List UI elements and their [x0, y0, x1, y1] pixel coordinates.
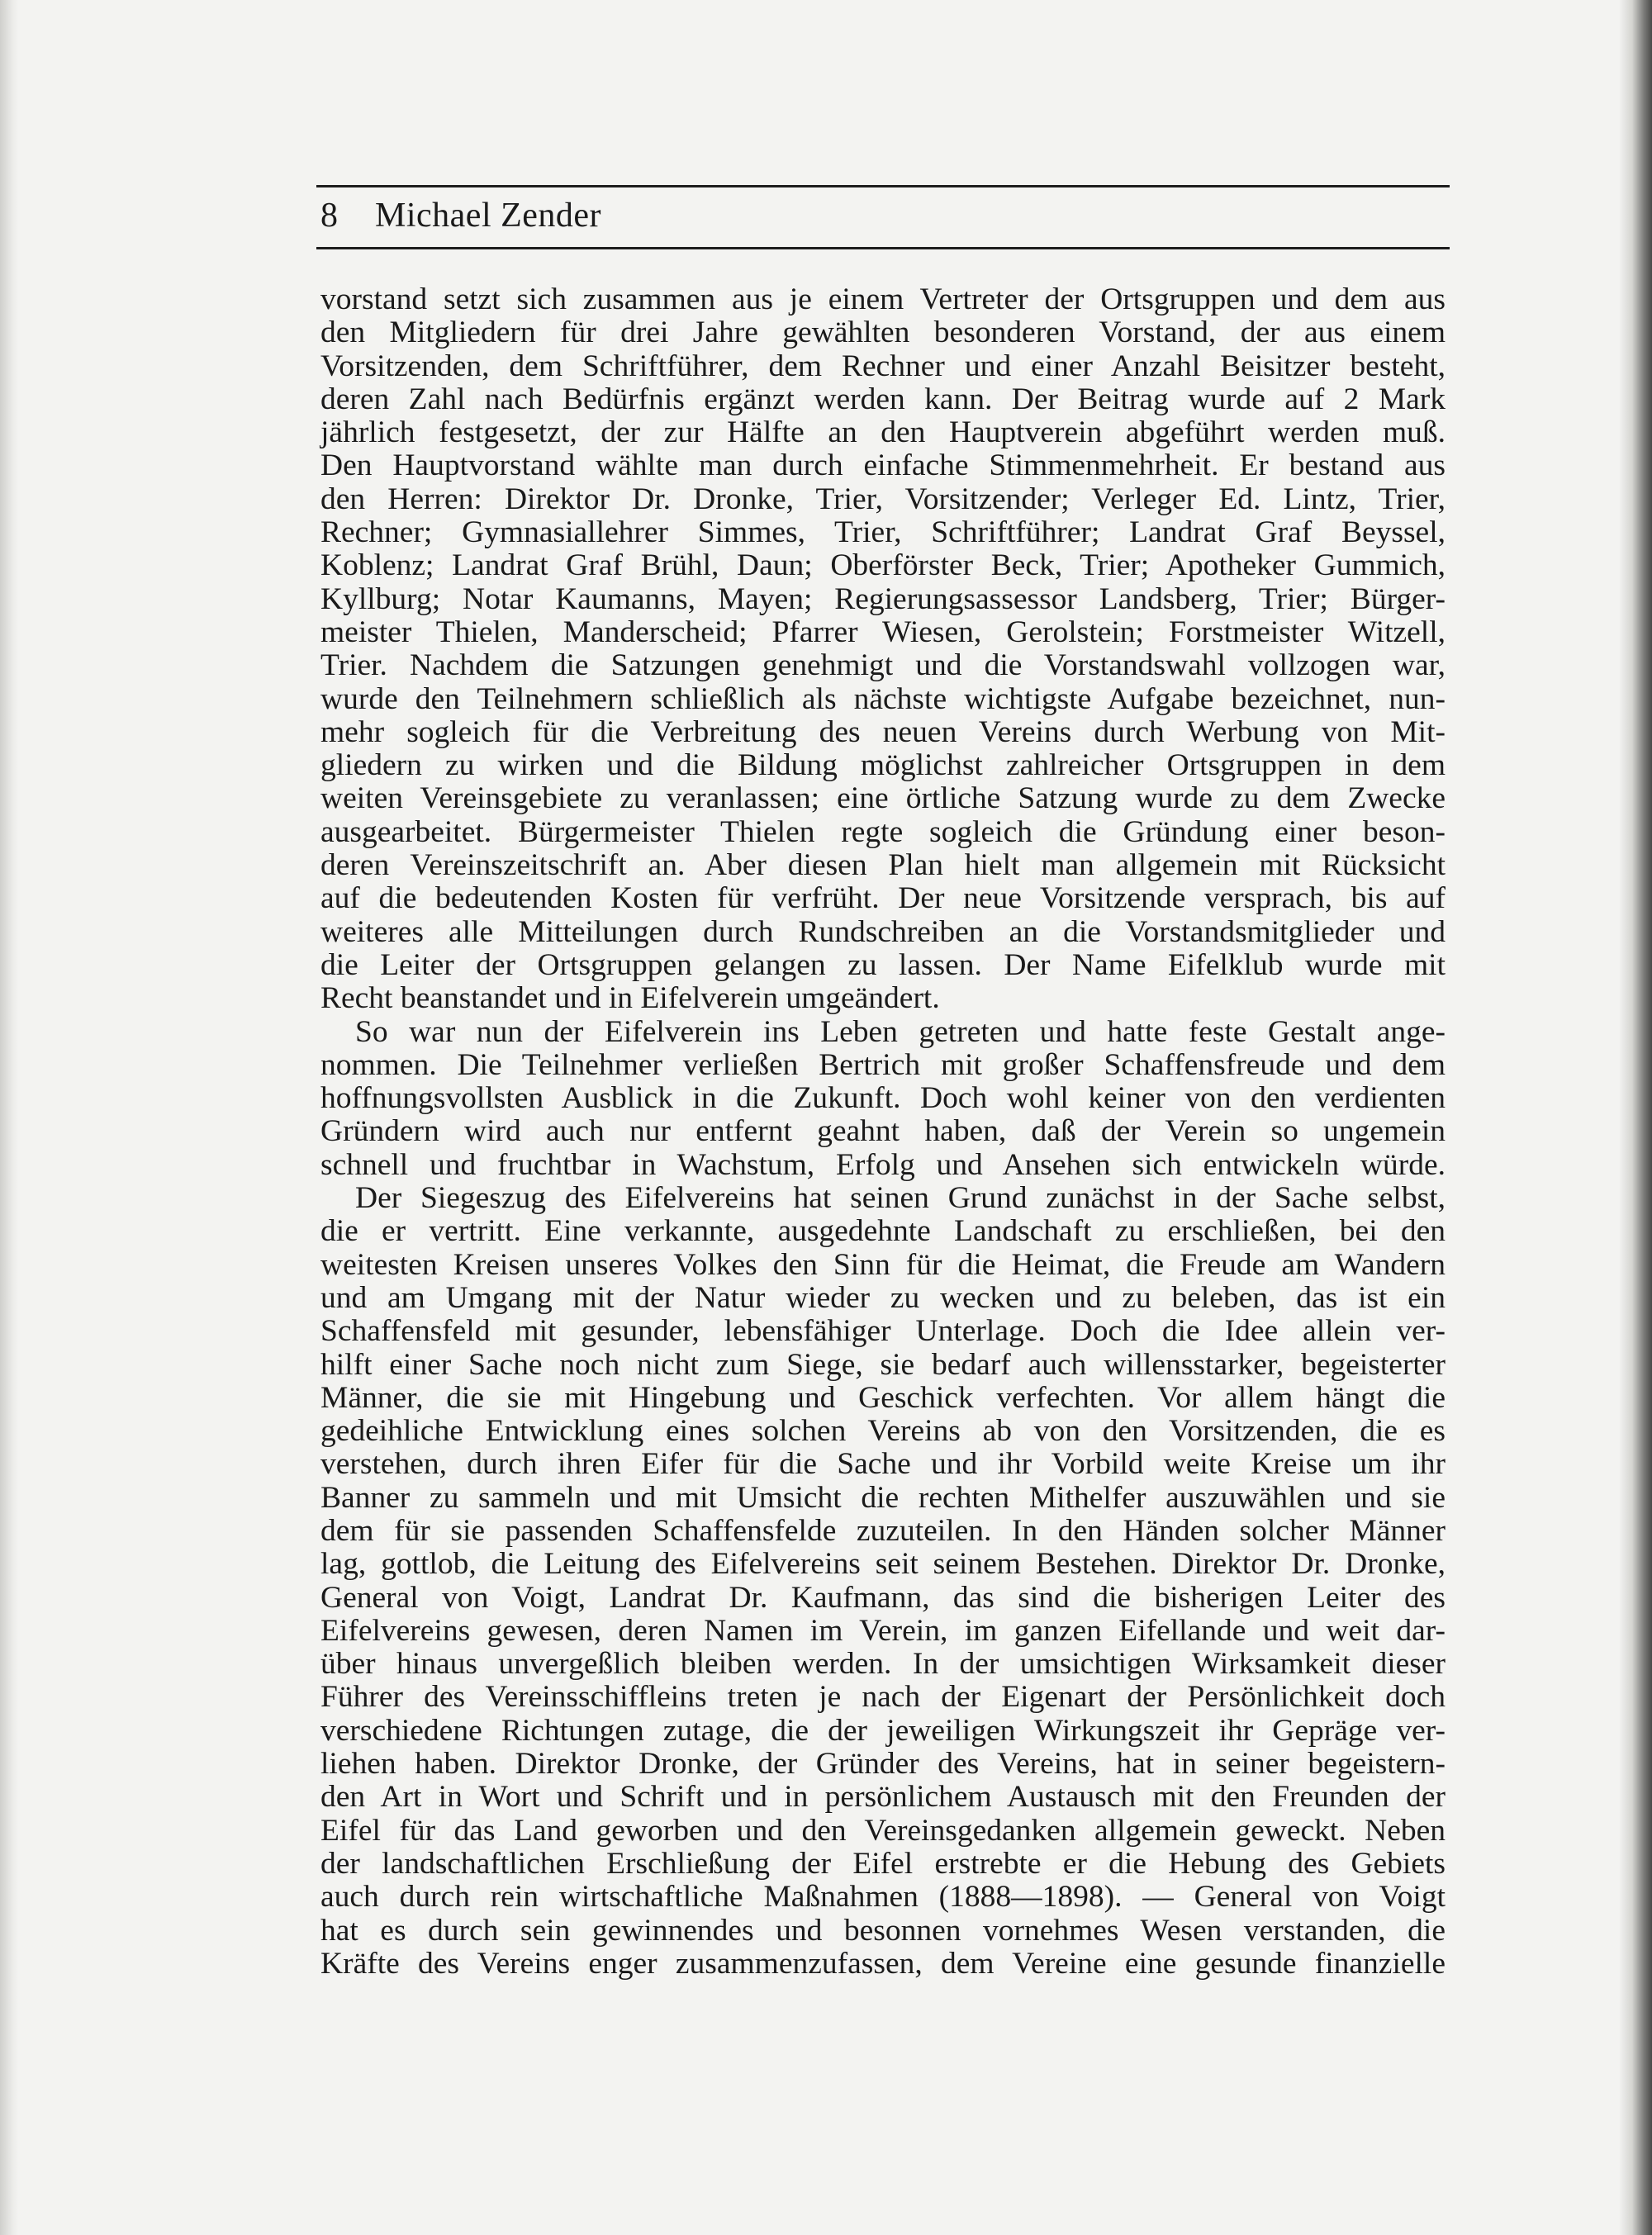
text-line: gedeihliche Entwicklung eines solchen Vereins ab von den Vorsitzenden, die es [320, 1414, 1446, 1449]
text-line: weiten Vereinsgebiete zu veranlassen; eine örtliche Satzung wurde zu dem Zwecke [320, 781, 1446, 816]
text-line: verschiedene Richtungen zutage, die der jeweiligen Wirkungszeit ihr Gepräge ver- [320, 1713, 1446, 1748]
text-line: Eifelvereins gewesen, deren Namen im Verein, im ganzen Eifellande und weit dar- [320, 1613, 1446, 1648]
running-head [320, 188, 601, 243]
text-line: gliedern zu wirken und die Bildung möglichst zahlreicher Ortsgruppen in dem [320, 748, 1446, 783]
text-line: Gründern wird auch nur entfernt geahnt haben, daß der Verein so ungemein [320, 1114, 1446, 1149]
text-line: deren Vereinszeitschrift an. Aber diesen Plan hielt man allgemein mit Rücksicht [320, 848, 1446, 883]
text-line: den Art in Wort und Schrift und in persönlichem Austausch mit den Freunden der [320, 1780, 1446, 1815]
text-line: den Mitgliedern für drei Jahre gewählten besonderen Vorstand, der aus einem [320, 316, 1446, 350]
text-line: Rechner; Gymnasiallehrer Simmes, Trier, Schriftführer; Landrat Graf Beyssel, [320, 515, 1446, 550]
text-line: Männer, die sie mit Hingebung und Geschick verfechten. Vor allem hängt die [320, 1380, 1446, 1415]
text-line: lag, gottlob, die Leitung des Eifelvereins seit seinem Bestehen. Direktor Dr. Dronke, [320, 1547, 1446, 1582]
text-line: weitesten Kreisen unseres Volkes den Sinn für die Heimat, die Freude am Wandern [320, 1247, 1446, 1282]
text-line: General von Voigt, Landrat Dr. Kaufmann, das sind die bisherigen Leiter des [320, 1580, 1446, 1615]
text-line: Eifel für das Land geworben und den Vereinsgedanken allgemein geweckt. Neben [320, 1813, 1446, 1848]
text-line: und am Umgang mit der Natur wieder zu wecken und zu beleben, das ist ein [320, 1280, 1446, 1315]
text-line: hat es durch sein gewinnendes und besonnen vornehmes Wesen verstanden, die [320, 1913, 1446, 1948]
text-line: So war nun der Eifelverein ins Leben getreten und hatte feste Gestalt ange- [355, 1014, 1446, 1049]
text-line: die er vertritt. Eine verkannte, ausgedehnte Landschaft zu erschließen, bei den [320, 1214, 1446, 1249]
text-line: nommen. Die Teilnehmer verließen Bertrich mit großer Schaffensfreude und dem [320, 1047, 1446, 1082]
page-edge [1619, 0, 1652, 2235]
text-line: Der Siegeszug des Eifelvereins hat seinen Grund zunächst in der Sache selbst, [355, 1181, 1446, 1216]
text-line: Koblenz; Landrat Graf Brühl, Daun; Oberförster Beck, Trier; Apotheker Gummich, [320, 548, 1446, 583]
header-rule-bottom [316, 247, 1450, 249]
text-line: der landschaftlichen Erschließung der Eifel erstrebte er die Hebung des Gebiets [320, 1846, 1446, 1881]
text-line: über hinaus unvergeßlich bleiben werden. In der umsichtigen Wirksamkeit dieser [320, 1647, 1446, 1682]
text-line: jährlich festgesetzt, der zur Hälfte an den Hauptverein abgeführt werden muß. [320, 415, 1446, 450]
text-line: weiteres alle Mitteilungen durch Rundschreiben an die Vorstandsmitglieder und [320, 914, 1446, 949]
text-line: ausgearbeitet. Bürgermeister Thielen regte sogleich die Gründung einer beson- [320, 814, 1446, 849]
text-line: meister Thielen, Manderscheid; Pfarrer Wiesen, Gerolstein; Forstmeister Witzell, [320, 615, 1446, 649]
text-line: die Leiter der Ortsgruppen gelangen zu lassen. Der Name Eifelklub wurde mit [320, 947, 1446, 982]
text-line: auf die bedeutenden Kosten für verfrüht. Der neue Vorsitzende versprach, bis auf [320, 881, 1446, 916]
text-line: mehr sogleich für die Verbreitung des neuen Vereins durch Werbung von Mit- [320, 714, 1446, 749]
page-number: 8 [320, 197, 339, 235]
text-line: verstehen, durch ihren Eifer für die Sache und ihr Vorbild weite Kreise um ihr [320, 1447, 1446, 1482]
text-line: deren Zahl nach Bedürfnis ergänzt werden kann. Der Beitrag wurde auf 2 Mark [320, 382, 1446, 416]
body-text [320, 283, 1446, 1981]
text-line: Den Hauptvorstand wählte man durch einfache Stimmenmehrheit. Er bestand aus [320, 448, 1446, 483]
text-line: schnell und fruchtbar in Wachstum, Erfolg und Ansehen sich entwickeln würde. [320, 1147, 1446, 1182]
text-line: Führer des Vereinsschiffleins treten je nach der Eigenart der Persönlichkeit doch [320, 1680, 1446, 1715]
page-gutter-shadow [0, 0, 18, 2235]
text-line: Banner zu sammeln und mit Umsicht die rechten Mithelfer auszuwählen und sie [320, 1480, 1446, 1515]
text-line: Recht beanstandet und in Eifelverein umgeändert. [320, 981, 940, 1016]
text-line: Trier. Nachdem die Satzungen genehmigt und die Vorstandswahl vollzogen war, [320, 648, 1446, 683]
text-line: wurde den Teilnehmern schließlich als nächste wichtigste Aufgabe bezeichnet, nun- [320, 681, 1446, 716]
text-line: den Herren: Direktor Dr. Dronke, Trier, Vorsitzender; Verleger Ed. Lintz, Trier, [320, 482, 1446, 516]
text-line: auch durch rein wirtschaftliche Maßnahmen (1888—1898). — General von Voigt [320, 1880, 1446, 1915]
text-line: Kräfte des Vereins enger zusammenzufassen, dem Vereine eine gesunde finanzielle [320, 1946, 1446, 1981]
text-line: liehen haben. Direktor Dronke, der Gründer des Vereins, hat in seiner begeistern- [320, 1747, 1446, 1782]
header-rule-top [316, 185, 1450, 187]
text-line: vorstand setzt sich zusammen aus je einem Vertreter der Ortsgruppen und dem aus [320, 282, 1446, 316]
text-line: Kyllburg; Notar Kaumanns, Mayen; Regierungsassessor Landsberg, Trier; Bürger- [320, 581, 1446, 616]
running-title: Michael Zender [375, 197, 602, 235]
text-line: hoffnungsvollsten Ausblick in die Zukunft. Doch wohl keiner von den verdienten [320, 1081, 1446, 1116]
text-line: Schaffensfeld mit gesunder, lebensfähiger Unterlage. Doch die Idee allein ver- [320, 1314, 1446, 1349]
text-line: dem für sie passenden Schaffensfelde zuzuteilen. In den Händen solcher Männer [320, 1513, 1446, 1548]
text-line: Vorsitzenden, dem Schriftführer, dem Rechner und einer Anzahl Beisitzer besteht, [320, 349, 1446, 383]
text-line: hilft einer Sache noch nicht zum Siege, sie bedarf auch willensstarker, begeisterter [320, 1347, 1446, 1382]
